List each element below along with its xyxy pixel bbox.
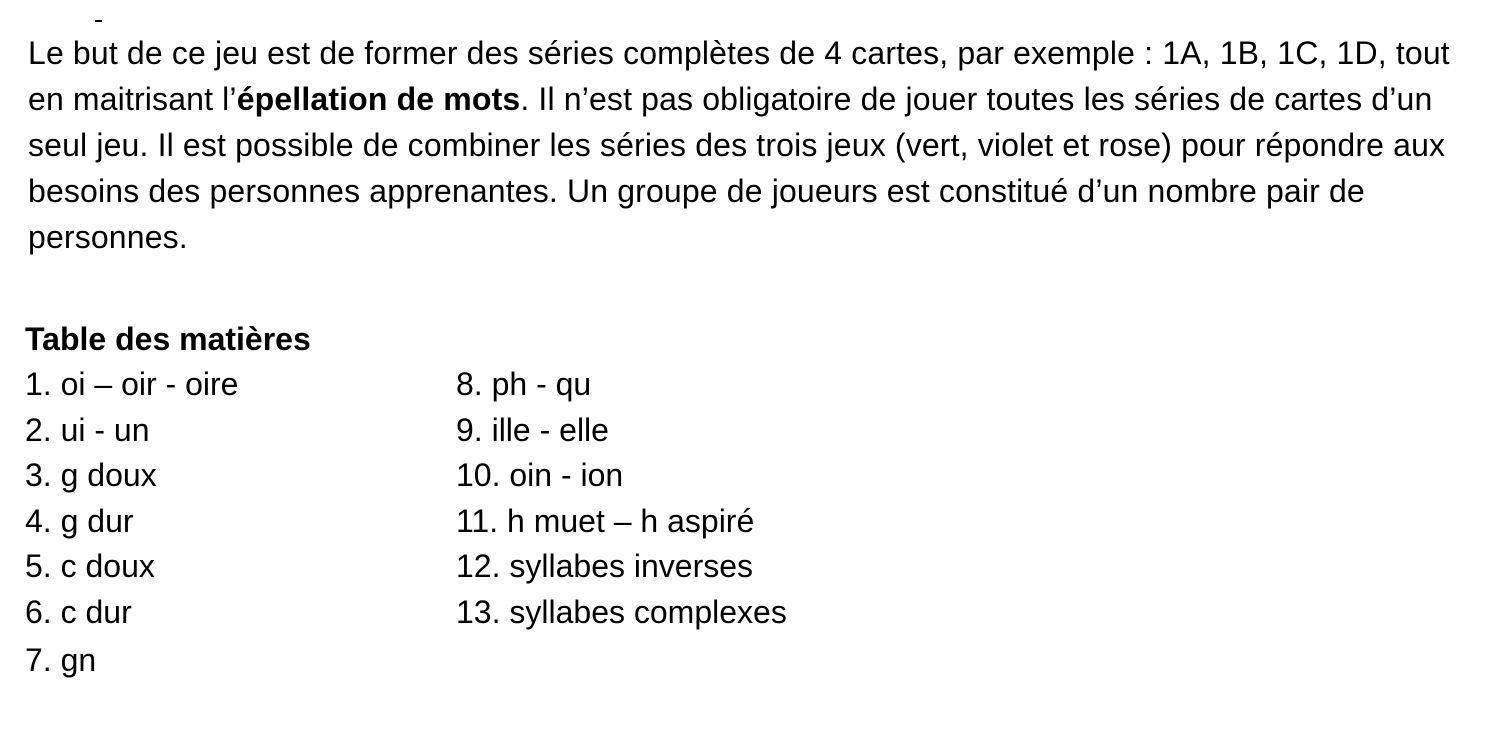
toc-item: 12. syllabes inverses xyxy=(456,548,754,584)
stray-mark xyxy=(95,20,102,22)
toc-item: 6. c dur xyxy=(25,593,132,630)
intro-text-end: . Il n’est pas obligatoire de jouer toutes les séries de cartes d’un seul jeu. Il est possible de combiner les séries des trois jeux (vert, violet et rose) pour répondre aux besoins des personnes apprenantes. Un groupe de joueurs est constitué d’un nombre pair de personnes. xyxy=(28,81,1446,255)
toc-left-column xyxy=(25,362,238,684)
toc-item: 5. c doux xyxy=(25,548,155,584)
toc-heading: Table des matières xyxy=(25,321,311,357)
toc-item: 8. ph - qu xyxy=(456,366,592,402)
intro-text-start: Le but de ce jeu est de former des séries complètes de 4 cartes, par exemple : 1A, 1B, 1C, 1D, tout en maitrisant l’ xyxy=(28,35,1450,117)
toc-item: 3. g doux xyxy=(25,457,157,493)
toc-item: 7. gn xyxy=(25,642,97,678)
intro-paragraph xyxy=(28,30,1458,260)
toc-item: 4. g dur xyxy=(25,502,134,539)
intro-bold-term: épellation de mots xyxy=(236,81,521,117)
toc-right-column xyxy=(456,362,787,635)
toc-item: 11. h muet – h aspiré xyxy=(456,502,755,539)
toc-item: 1. oi – oir - oire xyxy=(25,366,239,402)
toc-item: 9. ille - elle xyxy=(456,411,609,448)
toc-item: 13. syllabes complexes xyxy=(456,593,787,630)
toc-item: 2. ui - un xyxy=(25,411,150,448)
toc-item: 10. oin - ion xyxy=(456,457,624,493)
